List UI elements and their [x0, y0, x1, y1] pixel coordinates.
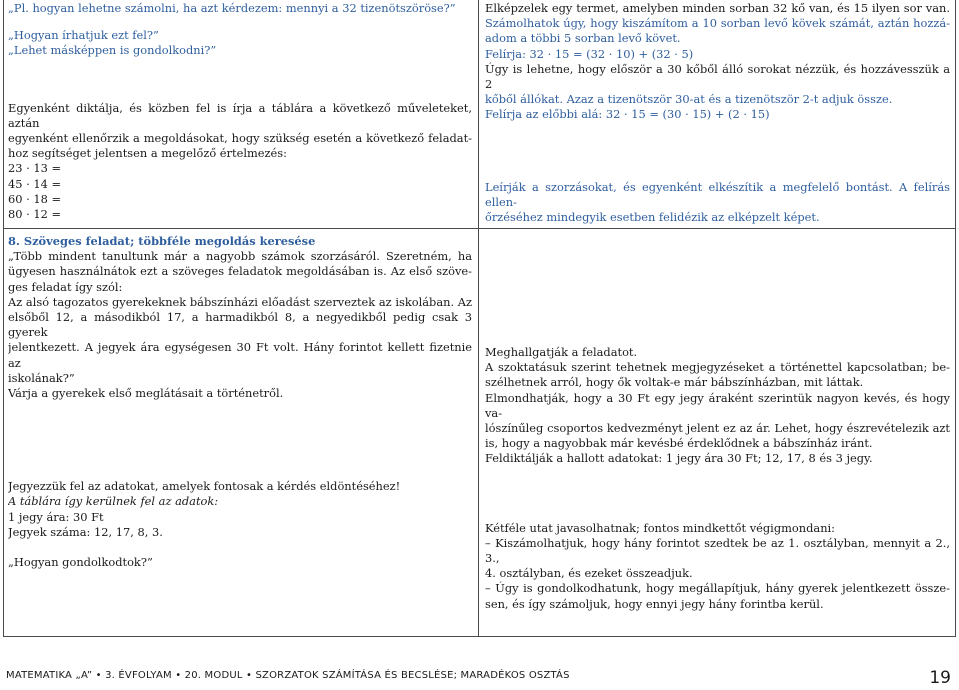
solution-option: 4. osztályban, és ezeket összeadjuk.	[485, 566, 693, 581]
teacher-text: adom a többi 5 sorban levő követ.	[485, 31, 681, 46]
left-bottom-cell	[8, 234, 472, 570]
page-footer	[0, 654, 959, 690]
teacher-text: őrzéséhez mindegyik esetben felidézik az elképzelt képet.	[485, 210, 820, 225]
teacher-question: „Hogyan írhatjuk ezt fel?”	[8, 28, 159, 43]
exercise-item: 23 · 13 =	[8, 161, 62, 176]
teacher-text: kőből állókat. Azaz a tizenötször 30-at és a tizenötször 2-t adjuk össze.	[485, 92, 893, 107]
instruction-text: Várja a gyerekek első meglátásait a történetről.	[8, 386, 284, 401]
right-bottom-cell	[485, 345, 950, 612]
exercise-item: 60 · 18 =	[8, 191, 62, 206]
footer-module-title: MATEMATIKA „A” • 3. ÉVFOLYAM • 20. MODUL • SZORZATOK SZÁMÍTÁSA ÉS BECSLÉSE; MARADÉKOS OSZTÁS	[6, 670, 570, 681]
teacher-question: „Pl. hogyan lehetne számolni, ha azt kérdezem: mennyi a 32 tizenötszöröse?”	[8, 1, 456, 15]
student-activity-text: Kétféle utat javasolhatnak; fontos mindkettőt végigmondani:	[485, 520, 836, 535]
student-activity-text: Úgy is lehetne, hogy először a 30 kőből álló sorokat nézzük, és hozzávesszük a 2	[485, 61, 950, 92]
teacher-text: Leírják a szorzásokat, és egyenként elkészítik a megfelelő bontást. A felírás ellen-	[485, 179, 950, 209]
instruction-text: egyenként ellenőrzik a megoldásokat, hogy szükség esetén a következő feladat-	[8, 131, 472, 146]
page-number: 19	[929, 668, 951, 688]
section-heading: 8. Szöveges feladat; többféle megoldás keresése	[8, 234, 316, 248]
row-divider	[3, 228, 956, 229]
student-activity-text: Elmondhatják, hogy a 30 Ft egy jegy áraként szerintük nagyon kevés, és hogy va-	[485, 390, 950, 420]
solution-option: – Úgy is gondolkodhatunk, hogy megállapítjuk, hány gyerek jelentkezett össze-	[485, 581, 950, 596]
board-data: Jegyek száma: 12, 17, 8, 3.	[8, 524, 163, 539]
exercise-item: 80 · 12 =	[8, 207, 62, 222]
solution-option: sen, és így számoljuk, hogy ennyi jegy hány forintba kerül.	[485, 596, 824, 611]
student-activity-text: lószínűleg csoportos kedvezményt jelent ez az ár. Lehet, hogy észrevételezik azt	[485, 421, 950, 436]
teacher-speech: Jegyezzük fel az adatokat, amelyek fontosak a kérdés eldöntéséhez!	[8, 479, 401, 494]
board-caption: A táblára így kerülnek fel az adatok:	[8, 494, 219, 509]
student-activity-text: Feldiktálják a hallott adatokat: 1 jegy ára 30 Ft; 12, 17, 8 és 3 jegy.	[485, 451, 873, 466]
solution-option: – Kiszámolhatjuk, hogy hány forintot szedtek be az 1. osztályban, mennyit a 2., 3.,	[485, 535, 950, 566]
teacher-text: Számolhatok úgy, hogy kiszámítom a 10 sorban levő kövek számát, aztán hozzá-	[485, 16, 950, 31]
left-top-cell	[8, 1, 472, 222]
student-activity-text: is, hogy a nagyobbak már kevésbé érdeklődnek a bábszínház iránt.	[485, 436, 873, 451]
teacher-speech: „Több mindent tanultunk már a nagyobb számok szorzásáról. Szeretném, ha	[8, 249, 472, 264]
right-top-cell	[485, 1, 950, 225]
student-activity-text: szélhetnek arról, hogy ők voltak-e már bábszínházban, mit láttak.	[485, 375, 864, 390]
student-activity-text: Elképzelek egy termet, amelyben minden sorban 32 kő van, és 15 ilyen sor van.	[485, 1, 950, 15]
instruction-text: Egyenként diktálja, és közben fel is írja a táblára a következő műveleteket, aztán	[8, 100, 472, 130]
teacher-text: Felírja az előbbi alá: 32 · 15 = (30 · 15) + (2 · 15)	[485, 107, 770, 122]
teacher-question: „Lehet másképpen is gondolkodni?”	[8, 43, 217, 58]
teacher-speech: ges feladat így szól:	[8, 279, 123, 294]
word-problem: elsőből 12, a másodikból 17, a harmadikból 8, a negyedikből pedig csak 3 gyerek	[8, 310, 472, 340]
teacher-text: Felírja: 32 · 15 = (32 · 10) + (32 · 5)	[485, 46, 694, 61]
teacher-speech: „Hogyan gondolkodtok?”	[8, 555, 153, 570]
word-problem: iskolának?”	[8, 370, 75, 385]
board-data: 1 jegy ára: 30 Ft	[8, 509, 104, 524]
student-activity-text: Meghallgatják a feladatot.	[485, 345, 638, 359]
word-problem: Az alsó tagozatos gyerekeknek bábszínházi előadást szerveztek az iskolában. Az	[8, 294, 472, 309]
exercise-item: 45 · 14 =	[8, 176, 62, 191]
word-problem: jelentkezett. A jegyek ára egységesen 30 Ft volt. Hány forintot kellett fizetnie az	[8, 340, 472, 370]
instruction-text: hoz segítséget jelentsen a megelőző értelmezés:	[8, 146, 287, 161]
column-divider	[478, 0, 479, 637]
student-activity-text: A szoktatásuk szerint tehetnek megjegyzéseket a történettel kapcsolatban; be-	[485, 360, 950, 375]
teacher-speech: ügyesen használnátok ezt a szöveges feladatok megoldásában is. Az első szöve-	[8, 264, 472, 279]
